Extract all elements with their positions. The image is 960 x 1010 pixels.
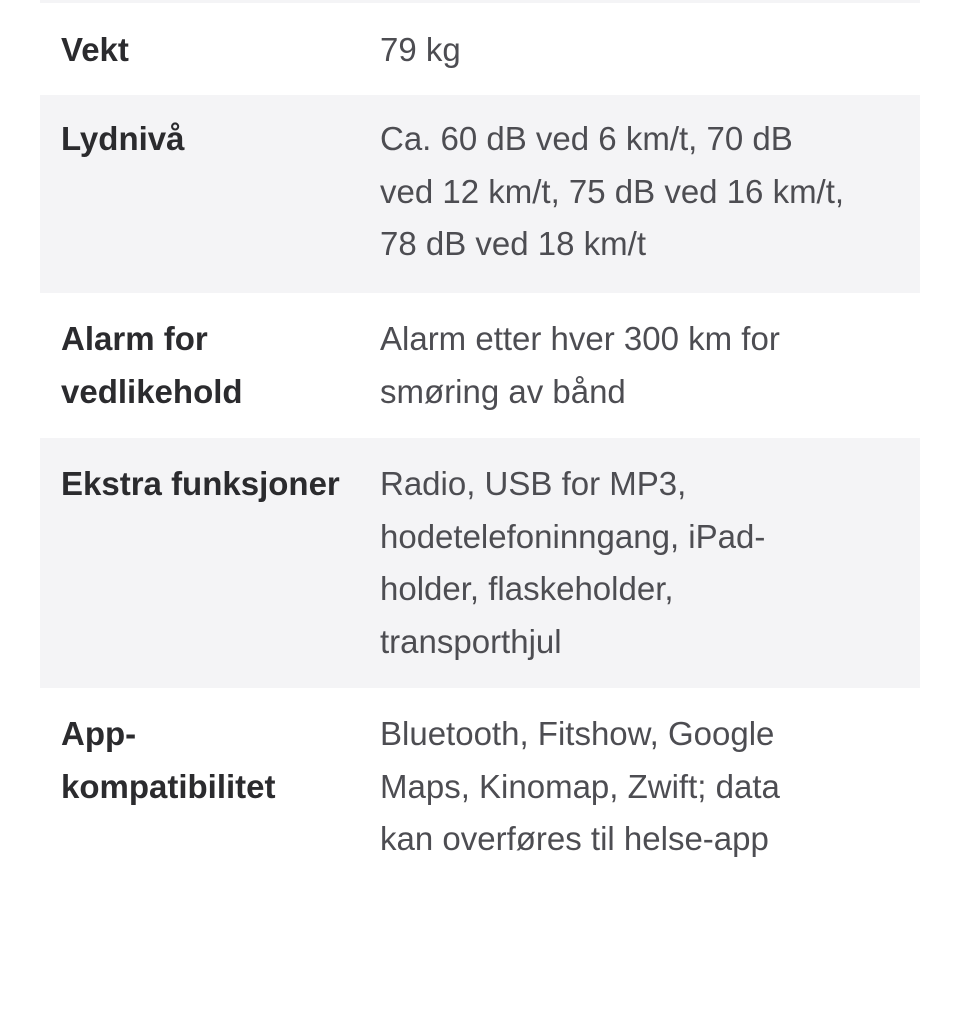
spec-label-line: App-	[61, 715, 137, 752]
spec-value	[380, 24, 920, 95]
spec-value	[380, 313, 920, 438]
spec-row-app-compatibility	[40, 688, 920, 888]
spec-value-line: Radio, USB for MP3,	[380, 465, 687, 502]
spec-value-line: smøring av bånd	[380, 372, 626, 410]
spec-value-line: Maps, Kinomap, Zwift; data	[380, 767, 780, 805]
spec-value-line: Ca. 60 dB ved 6 km/t, 70 dB	[380, 120, 793, 157]
spec-row-weight	[40, 3, 920, 95]
spec-value-line: 78 dB ved 18 km/t	[380, 225, 646, 262]
spec-label	[40, 708, 380, 888]
spec-label: Lydnivå	[61, 120, 185, 157]
spec-label	[40, 313, 380, 438]
spec-value-line: 79 kg	[380, 31, 461, 68]
spec-row-extra-features	[40, 438, 920, 688]
spec-value-line: hodetelefoninngang, iPad-	[380, 517, 766, 555]
spec-label-line: Alarm for	[61, 320, 208, 357]
spec-value-line: transporthjul	[380, 622, 562, 660]
spec-value-line: holder, flaskeholder,	[380, 570, 674, 607]
spec-value-line: ved 12 km/t, 75 dB ved 16 km/t,	[380, 172, 845, 210]
spec-label-line: kompatibilitet	[61, 767, 276, 805]
spec-value-line: Bluetooth, Fitshow, Google	[380, 715, 775, 752]
spec-label: Ekstra funksjoner	[61, 465, 340, 502]
spec-value-line: kan overføres til helse-app	[380, 820, 769, 857]
spec-row-maintenance-alarm	[40, 293, 920, 438]
spec-row-noise-level	[40, 95, 920, 293]
spec-value	[380, 113, 920, 293]
spec-value	[380, 458, 920, 688]
spec-label-line: vedlikehold	[61, 372, 243, 410]
spec-value	[380, 708, 920, 888]
spec-label: Vekt	[61, 31, 129, 68]
spec-value-line: Alarm etter hver 300 km for	[380, 320, 780, 357]
spec-table	[40, 0, 920, 888]
